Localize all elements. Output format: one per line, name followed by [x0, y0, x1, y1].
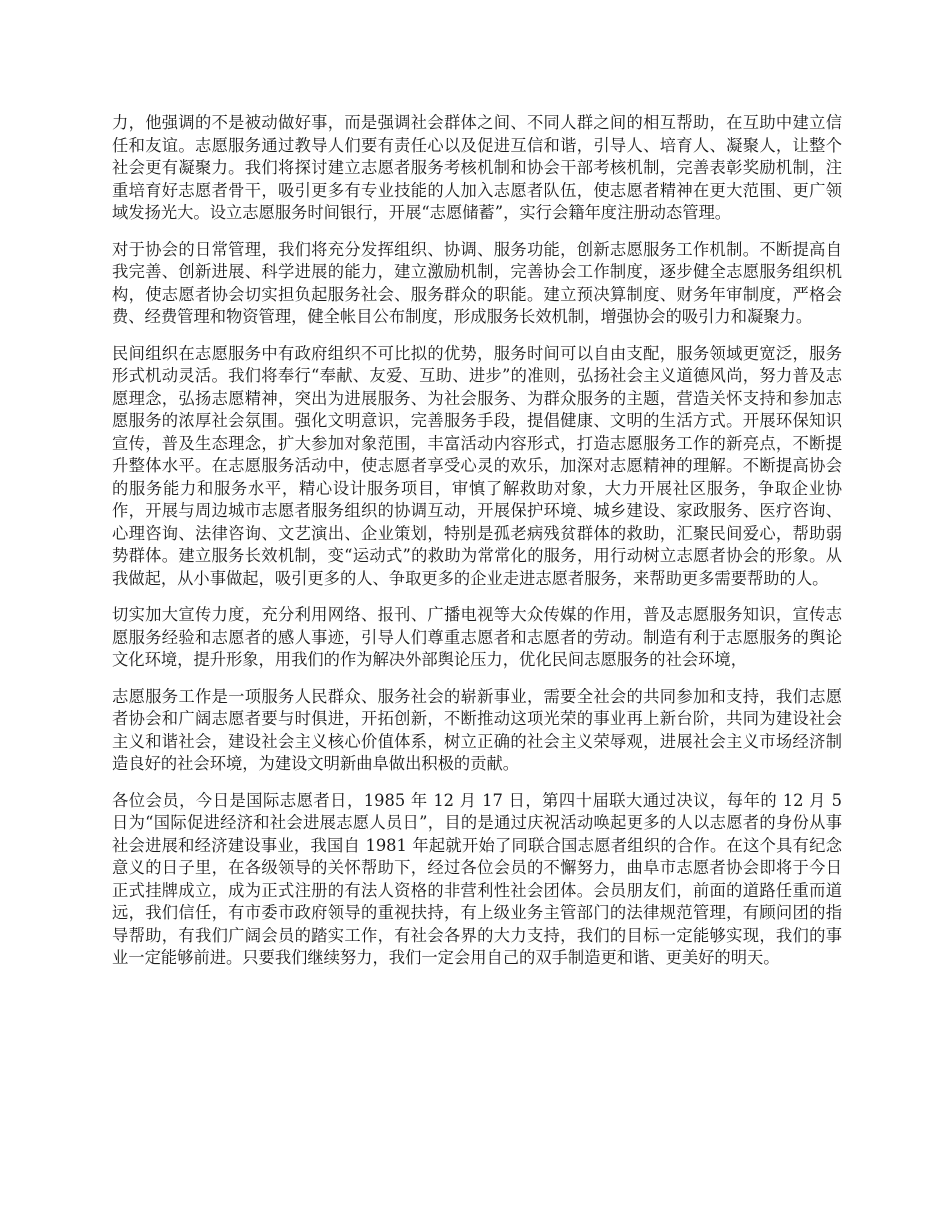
- paragraph-2: 对于协会的日常管理，我们将充分发挥组织、协调、服务功能，创新志愿服务工作机制。不断提高自我完善、创新进展、科学进展的能力，建立激励机制，完善协会工作制度，逐步健全志愿服务组织机构，使志愿者协会切实担负起服务社会、服务群众的职能。建立预决算制度、财务年审制度，严格会费、经费管理和物资管理，健全帐目公布制度，形成服务长效机制，增强协会的吸引力和凝聚力。: [112, 239, 842, 326]
- document-body: [112, 112, 842, 984]
- paragraph-1: 力，他强调的不是被动做好事，而是强调社会群体之间、不同人群之间的相互帮助，在互助中建立信任和友谊。志愿服务通过教导人们要有责任心以及促进互信和谐，引导人、培育人、凝聚人，让整个社会更有凝聚力。我们将探讨建立志愿者服务考核机制和协会干部考核机制，完善表彰奖励机制，注重培育好志愿者骨干，吸引更多有专业技能的人加入志愿者队伍，使志愿者精神在更大范围、更广领域发扬光大。设立志愿服务时间银行，开展“志愿储蓄”，实行会籍年度注册动态管理。: [112, 113, 842, 222]
- paragraph-6: 各位会员，今日是国际志愿者日，1985 年 12 月 17 日，第四十届联大通过决议，每年的 12 月 5 日为“国际促进经济和社会进展志愿人员日”，目的是通过庆祝活动唤起更多的人以志愿者的身份从事社会进展和经济建设事业，我国自 1981 年起就开始了同联合国志愿者组织的合作。在这个具有纪念意义的日子里，在各级领导的关怀帮助下，经过各位会员的不懈努力，曲阜市志愿者协会即将于今日正式挂牌成立，成为正式注册的有法人资格的非营利性社会团体。会员朋友们，前面的道路任重而道远，我们信任，有市委市政府领导的重视扶持，有上级业务主管部门的法律规范管理，有顾问团的指导帮助，有我们广阔会员的踏实工作，有社会各界的大力支持，我们的目标一定能够实现，我们的事业一定能够前进。只要我们继续努力，我们一定会用自己的双手制造更和谐、更美好的明天。: [112, 790, 842, 967]
- paragraph-4: 切实加大宣传力度，充分利用网络、报刊、广播电视等大众传媒的作用，普及志愿服务知识，宣传志愿服务经验和志愿者的感人事迹，引导人们尊重志愿者和志愿者的劳动。制造有利于志愿服务的舆论文化环境，提升形象，用我们的作为解决外部舆论压力，优化民间志愿服务的社会环境，: [112, 605, 842, 669]
- paragraph-5: 志愿服务工作是一项服务人民群众、服务社会的崭新事业，需要全社会的共同参加和支持，我们志愿者协会和广阔志愿者要与时俱进，开拓创新，不断推动这项光荣的事业再上新台阶，共同为建设社会主义和谐社会，建设社会主义核心价值体系，树立正确的社会主义荣辱观，进展社会主义市场经济制造良好的社会环境，为建设文明新曲阜做出积极的贡献。: [112, 686, 842, 773]
- paragraph-3: 民间组织在志愿服务中有政府组织不可比拟的优势，服务时间可以自由支配，服务领域更宽泛，服务形式机动灵活。我们将奉行“奉献、友爱、互助、进步”的准则，弘扬社会主义道德风尚，努力普及志愿理念，弘扬志愿精神，突出为进展服务、为社会服务、为群众服务的主题，营造关怀支持和参加志愿服务的浓厚社会氛围。强化文明意识，完善服务手段，提倡健康、文明的生活方式。开展环保知识宣传，普及生态理念，扩大参加对象范围，丰富活动内容形式，打造志愿服务工作的新亮点，不断提升整体水平。在志愿服务活动中，使志愿者享受心灵的欢乐，加深对志愿精神的理解。不断提高协会的服务能力和服务水平，精心设计服务项目，审慎了解救助对象，大力开展社区服务，争取企业协作，开展与周边城市志愿者服务组织的协调互动，开展保护环境、城乡建设、家政服务、医疗咨询、心理咨询、法律咨询、文艺演出、企业策划，特别是孤老病残贫群体的救助，汇聚民间爱心，帮助弱势群体。建立服务长效机制，变“运动式”的救助为常常化的服务，用行动树立志愿者协会的形象。从我做起，从小事做起，吸引更多的人、争取更多的企业走进志愿者服务，来帮助更多需要帮助的人。: [112, 343, 842, 588]
